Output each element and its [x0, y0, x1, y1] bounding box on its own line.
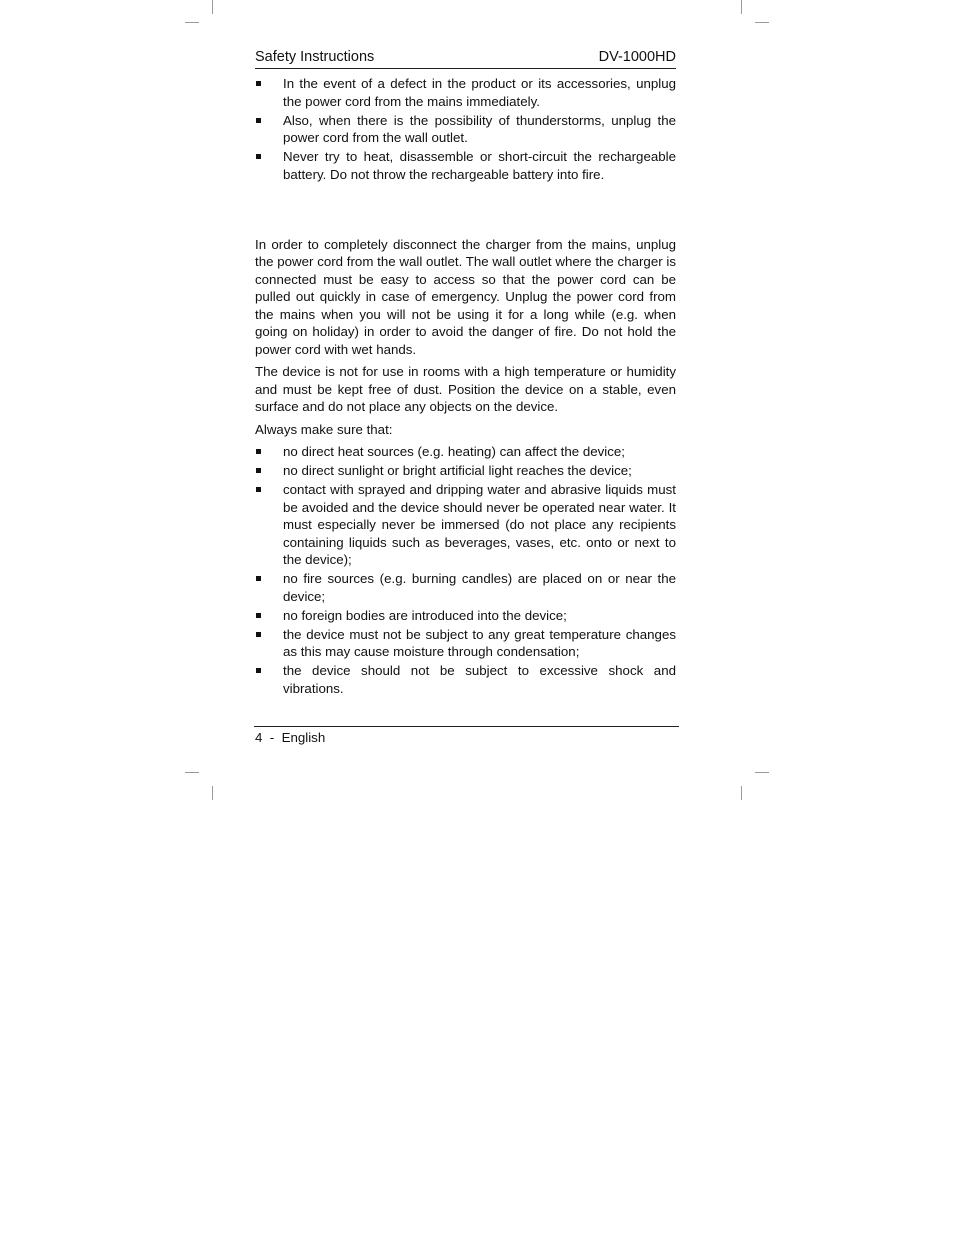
list-item: no fire sources (e.g. burning candles) are placed on or near the device;: [255, 570, 676, 605]
list-item: Also, when there is the possibility of thunderstorms, unplug the power cord from the wall outlet.: [255, 112, 676, 147]
bullet-icon: [256, 468, 261, 473]
model-name: DV-1000HD: [598, 49, 676, 65]
list-item: no direct sunlight or bright artificial light reaches the device;: [255, 462, 676, 480]
section-gap: [255, 185, 676, 236]
list-item: contact with sprayed and dripping water and abrasive liquids must be avoided and the device should never be operated near water. It must especially never be immersed (do not place any recipients containing liquids such as beverages, vases, etc. onto or next to the device);: [255, 481, 676, 569]
crop-mark: [185, 772, 199, 773]
bottom-bullet-list: [255, 443, 676, 697]
crop-mark: [755, 772, 769, 773]
bullet-icon: [256, 154, 261, 159]
paragraph: Always make sure that:: [255, 421, 393, 437]
crop-mark: [212, 0, 213, 14]
document-page: [255, 47, 676, 699]
bullet-icon: [256, 118, 261, 123]
bullet-icon: [256, 81, 261, 86]
bullet-icon: [256, 576, 261, 581]
page-number-label: 4 - English: [255, 730, 326, 745]
section-title: Safety Instructions: [255, 49, 375, 65]
bullet-icon: [256, 487, 261, 492]
page-body: [255, 75, 676, 697]
list-item: the device should not be subject to excessive shock and vibrations.: [255, 662, 676, 697]
paragraph: The device is not for use in rooms with a high temperature or humidity and must be kept free of dust. Position the device on a stable, even surface and do not place any objects on the device.: [255, 364, 676, 414]
list-item: the device must not be subject to any great temperature changes as this may cause moisture through condensation;: [255, 626, 676, 661]
crop-mark: [741, 786, 742, 800]
crop-mark: [185, 22, 199, 23]
bullet-icon: [256, 632, 261, 637]
list-item: In the event of a defect in the product or its accessories, unplug the power cord from the mains immediately.: [255, 75, 676, 110]
list-item: Never try to heat, disassemble or short-circuit the rechargeable battery. Do not throw the rechargeable battery into fire.: [255, 148, 676, 183]
crop-mark: [741, 0, 742, 14]
list-item: no foreign bodies are introduced into the device;: [255, 607, 676, 625]
crop-mark: [212, 786, 213, 800]
bullet-icon: [256, 613, 261, 618]
page-header: [255, 47, 676, 69]
bullet-icon: [256, 449, 261, 454]
crop-mark: [755, 22, 769, 23]
page-footer: [254, 726, 679, 747]
paragraph: In order to completely disconnect the charger from the mains, unplug the power cord from the wall outlet. The wall outlet where the charger is connected must be easy to access so that the power cord can be pulled out quickly in case of emergency. Unplug the power cord from the mains when you will not be using it for a long while (e.g. when going on holiday) in order to avoid the danger of fire. Do not hold the power cord with wet hands.: [255, 236, 676, 357]
top-bullet-list: [255, 75, 676, 183]
bullet-icon: [256, 668, 261, 673]
list-item: no direct heat sources (e.g. heating) can affect the device;: [255, 443, 676, 461]
